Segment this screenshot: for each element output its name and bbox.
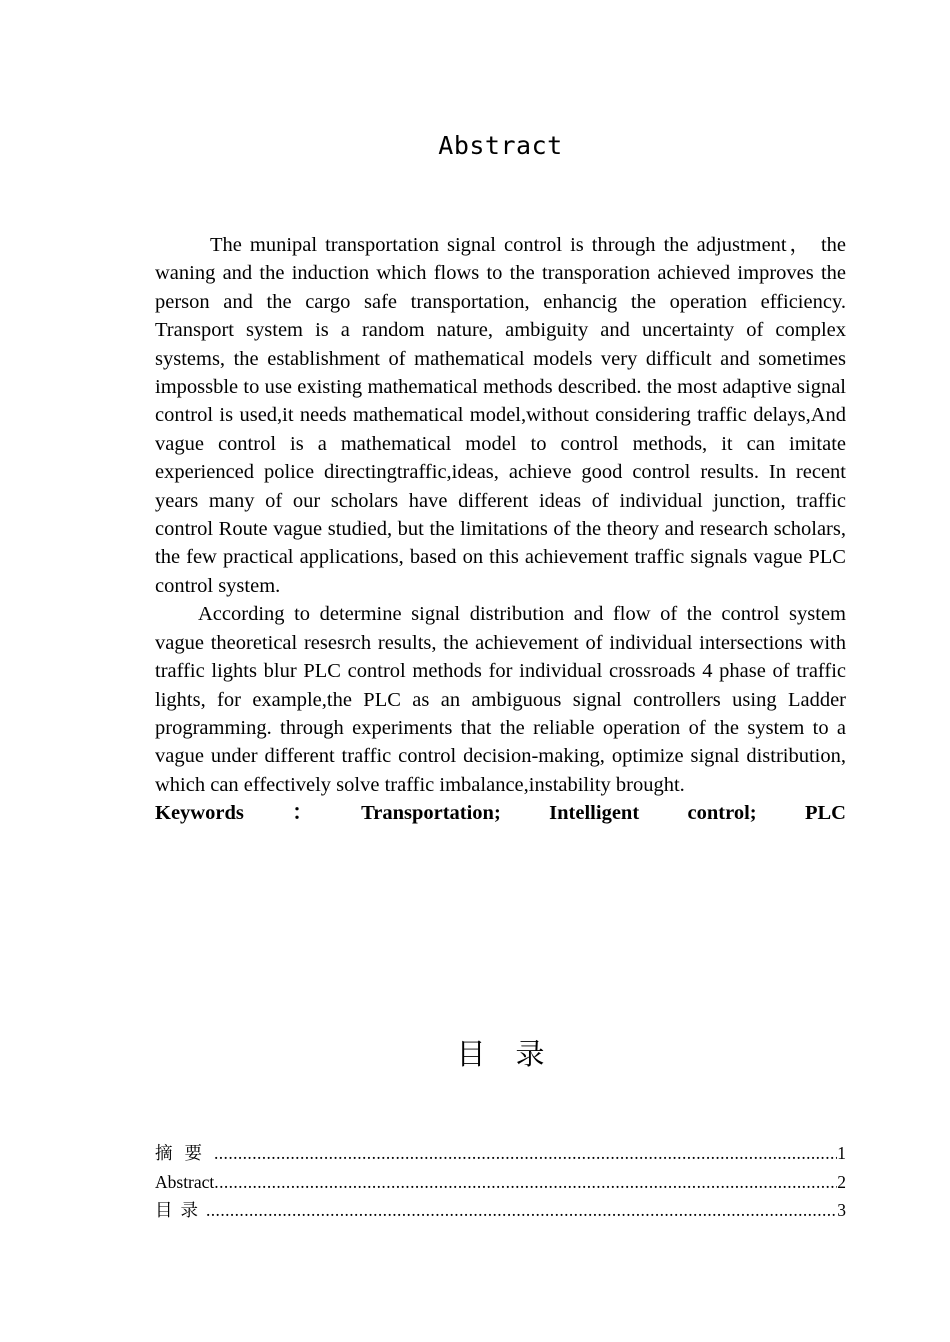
toc-entry-label: 摘要 — [155, 1143, 214, 1163]
toc-dot-leader — [214, 1168, 837, 1197]
abstract-paragraph-1: The munipal transportation signal control is through the adjustment， the waning and the induction which flows to the transporation achieved improves the person and the cargo safe transportation, enhancig the operation efficiency. Transport system is a random nature, ambiguity and uncertainty of complex systems, the establishment of mathematical models very difficult and sometimes impossble to use existing mathematical methods described. the most adaptive signal control is used,it needs mathematical model,without considering traffic delays,And vague control is a mathematical model to control methods, it can imitate experienced police directingtraffic,ideas, achieve good control results. In recent years many of our scholars have different ideas of individual junction, traffic control Route vague studied, but the limitations of the theory and research scholars, the few practical applications, based on this achievement traffic signals vague PLC control system. — [155, 234, 846, 597]
toc-entry[interactable] — [155, 1139, 846, 1168]
keyword-item: PLC — [804, 802, 846, 825]
toc-entry-label: Abstract — [155, 1171, 215, 1192]
toc-entry-label: 目录 — [155, 1200, 206, 1220]
toc-dot-leader — [214, 1139, 837, 1168]
abstract-body — [155, 231, 846, 828]
keywords-colon: ： — [292, 802, 313, 825]
keywords-label: Keywords — [155, 802, 244, 825]
toc-title: 目录 — [456, 1037, 575, 1071]
table-of-contents — [155, 1139, 846, 1225]
keyword-item: Transportation; — [361, 802, 501, 825]
keywords-line — [155, 799, 846, 827]
toc-entry[interactable] — [155, 1168, 846, 1197]
keyword-item: control; — [687, 802, 757, 825]
abstract-paragraph-2: According to determine signal distribution and flow of the control system vague theoretical resesrch results, the achievement of individual intersections with traffic lights blur PLC control methods for individual crossroads 4 phase of traffic lights, for example,the PLC as an ambiguous signal controllers using Ladder programming. through experiments that the reliable operation of the system to a vague under different traffic control decision-making, optimize signal distribution, which can effectively solve traffic imbalance,instability brought. — [155, 603, 846, 796]
toc-entry-page: 3 — [837, 1200, 846, 1220]
abstract-title: Abstract — [438, 131, 563, 160]
toc-entry-page: 1 — [837, 1143, 846, 1163]
toc-entry-page: 2 — [837, 1171, 846, 1192]
toc-entry[interactable] — [155, 1196, 846, 1225]
keyword-item: Intelligent — [549, 802, 640, 825]
toc-dot-leader — [206, 1196, 837, 1225]
